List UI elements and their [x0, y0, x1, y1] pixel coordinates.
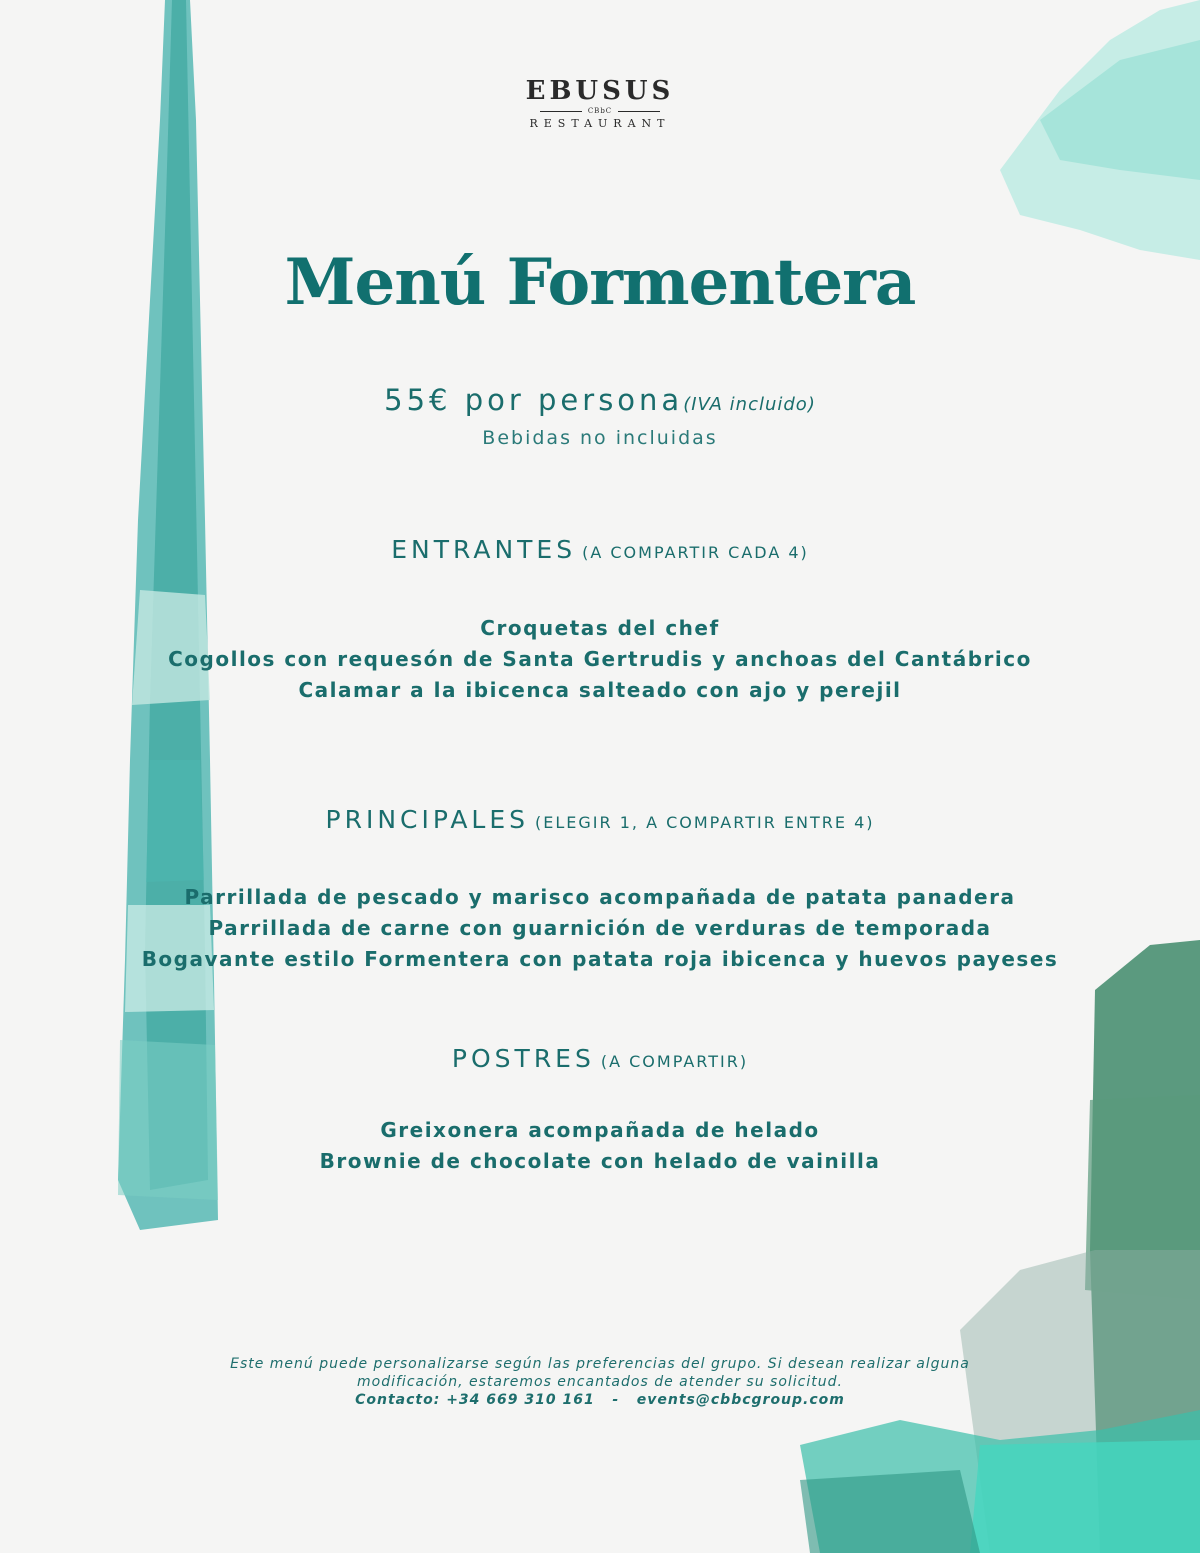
section-title: PRINCIPALES: [325, 805, 530, 834]
bottom-right-wash: [800, 940, 1200, 1553]
menu-item: Parrillada de carne con guarnición de verduras de temporada: [208, 916, 992, 940]
section-note: (ELEGIR 1, A COMPARTIR ENTRE 4): [535, 813, 875, 832]
menu-item: Brownie de chocolate con helado de vainilla: [319, 1149, 881, 1173]
menu-item: Calamar a la ibicenca salteado con ajo y perejil: [298, 678, 902, 702]
menu-item: Cogollos con requesón de Santa Gertrudis y anchoas del Cantábrico: [168, 647, 1032, 671]
menu-title: Menú Formentera: [284, 245, 916, 320]
footer-line-1: Este menú puede personalizarse según las preferencias del grupo. Si desean realizar alguna: [230, 1356, 970, 1372]
logo-divider-right: [618, 111, 660, 112]
section-note: (A COMPARTIR): [600, 1052, 749, 1071]
section-title: ENTRANTES: [391, 535, 577, 564]
section-items-principales: [0, 882, 1200, 975]
section-note: (A COMPARTIR CADA 4): [582, 543, 809, 562]
logo-divider-left: [540, 111, 582, 112]
section-heading-entrantes: [0, 532, 1200, 571]
price-vat-note: (IVA incluido): [683, 394, 816, 415]
drinks-note: Bebidas no incluidas: [482, 427, 718, 449]
restaurant-logo: [0, 76, 1200, 131]
menu-item: Bogavante estilo Formentera con patata roja ibicenca y huevos payeses: [141, 947, 1059, 971]
menu-item: Croquetas del chef: [480, 616, 720, 640]
logo-name: EBUSUS: [525, 76, 675, 106]
section-title: POSTRES: [451, 1044, 595, 1073]
footer-note: [0, 1355, 1200, 1409]
logo-subline: [0, 107, 1200, 115]
menu-item: Greixonera acompañada de helado: [380, 1118, 820, 1142]
section-items-entrantes: [0, 613, 1200, 706]
footer-line-2: modificación, estaremos encantados de atender su solicitud.: [357, 1374, 843, 1390]
price-main: 55€ por persona: [384, 383, 684, 417]
section-heading-postres: [0, 1041, 1200, 1080]
section-items-postres: [0, 1115, 1200, 1177]
section-heading-principales: [0, 802, 1200, 841]
footer-contact: Contacto: +34 669 310 161 - events@cbbcgroup.com: [355, 1392, 845, 1408]
logo-sub-text: CBbC: [587, 107, 613, 115]
price-line: [0, 380, 1200, 425]
menu-item: Parrillada de pescado y marisco acompañada de patata panadera: [184, 885, 1016, 909]
logo-restaurant: RESTAURANT: [529, 117, 671, 130]
